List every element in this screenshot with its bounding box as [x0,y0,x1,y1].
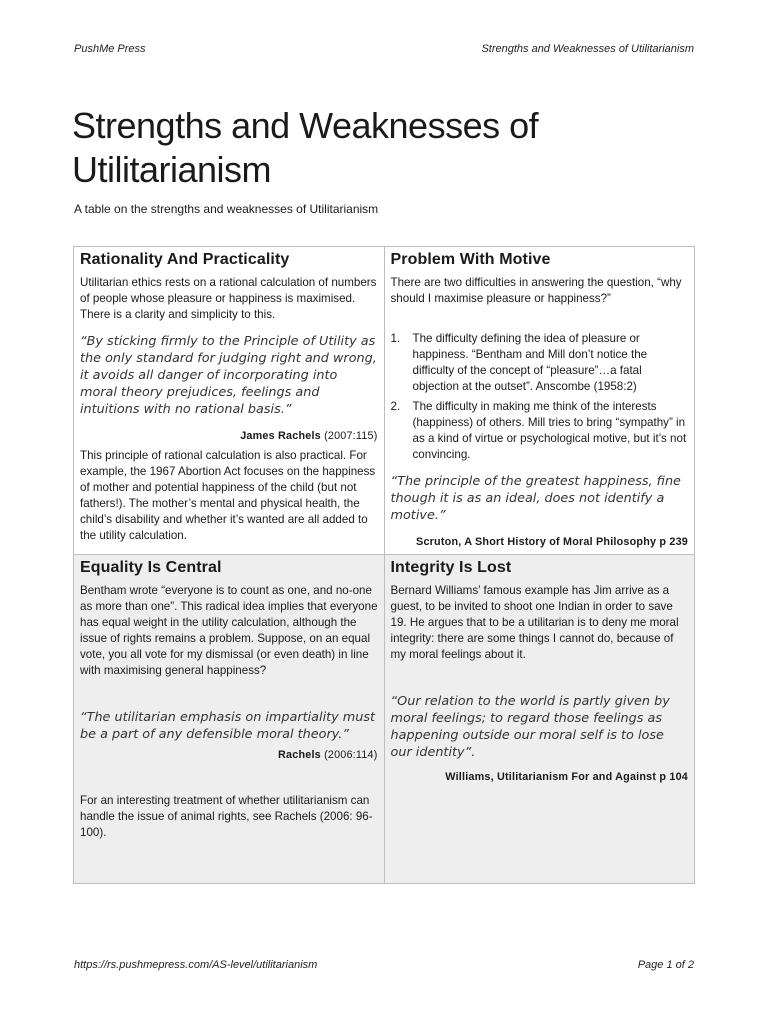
citation-author: James Rachels [240,430,321,442]
cell-quote: “Our relation to the world is partly given by moral feelings; to regard those feelings as happening outside our moral self is to lose our identity”. [390,694,670,760]
citation-year: (2006:114) [324,749,378,761]
cell-paragraph: For an interesting treatment of whether utilitarianism can handle the issue of animal rights, see Rachels (2006: 96-100). [80,794,373,839]
header-publisher: PushMe Press [74,43,146,55]
list-item [391,331,689,395]
cell-citation: Williams, Utilitarianism For and Against p 104 [445,771,688,783]
cell-citation [80,749,378,761]
page-subtitle: A table on the strengths and weaknesses of Utilitarianism [74,202,379,216]
cell-title: Rationality And Practicality [80,251,290,268]
citation-author: Rachels [278,749,321,761]
list-number: 2. [390,400,401,413]
difficulty-list [391,331,689,463]
cell-paragraph: This principle of rational calculation is also practical. For example, the 1967 Abortion Act focuses on the happiness of mother and potential happiness of the child (but not fathers!). The mother’s mental and physical health, the child’s disability and whether it’s wanted are all added to the utility calculation. [80,449,376,542]
footer-url[interactable]: https://rs.pushmepress.com/AS-level/utilitarianism [74,959,318,971]
cell-paragraph: There are two difficulties in answering the question, “why should I maximise pleasure or happiness?” [390,276,682,305]
cell-paragraph: Utilitarian ethics rests on a rational calculation of numbers of people whose pleasure or happiness is maximised. There is a clarity and simplicity to this. [80,276,377,321]
cell-citation [80,430,378,442]
table-row [74,247,695,555]
page-number: Page 1 of 2 [637,959,694,971]
list-number: 1. [390,332,401,345]
cell-equality [74,555,385,884]
cell-title: Equality Is Central [80,559,222,576]
cell-quote: “The utilitarian emphasis on impartiality must be a part of any defensible moral theory.” [80,710,376,742]
table-row [74,555,695,884]
strengths-weaknesses-table [73,246,695,884]
cell-quote: “The principle of the greatest happiness, fine though it is as an ideal, does not identify a motive.” [390,474,681,523]
cell-quote: “By sticking firmly to the Principle of Utility as the only standard for judging right and wrong, it avoids all danger of incorporating into moral theory prejudices, feelings and intuitions with no rational basis.” [80,334,377,417]
cell-paragraph: Bernard Williams’ famous example has Jim arrive as a guest, to be invited to shoot one Indian in order to save 19. He argues that to be a utilitarian is to deny me moral integrity: there are some things I cannot do, because of my moral feelings about it. [390,584,679,661]
cell-title: Problem With Motive [390,251,551,268]
list-item [391,399,689,463]
cell-rationality [74,247,385,555]
cell-paragraph: Bentham wrote “everyone is to count as one, and no-one as more than one”. This radical idea implies that everyone has equal weight in the utility calculation, although the issue of rights remains a problem. Suppose, on an equal vote, you all vote for my dismissal (or even death) in line with maximising general happiness? [80,584,378,677]
page-title: Strengths and Weaknesses of Utilitarianism [72,105,539,190]
cell-title: Integrity Is Lost [390,559,512,576]
citation-year: (2007:115) [324,430,378,442]
cell-citation: Scruton, A Short History of Moral Philosophy p 239 [416,536,688,548]
header-doc-title: Strengths and Weaknesses of Utilitarianism [481,43,694,55]
cell-integrity [384,555,695,884]
list-text: The difficulty in making me think of the interests (happiness) of others. Mill tries to bring “sympathy” in as a kind of virtue or psychological motive, but it’s not convincing. [412,400,687,461]
list-text: The difficulty defining the idea of pleasure or happiness. “Bentham and Mill don’t notice the difficulty of the concept of “pleasure”…a fatal objection at the outset”. Anscombe (1958:2) [412,332,648,393]
cell-motive [384,247,695,555]
